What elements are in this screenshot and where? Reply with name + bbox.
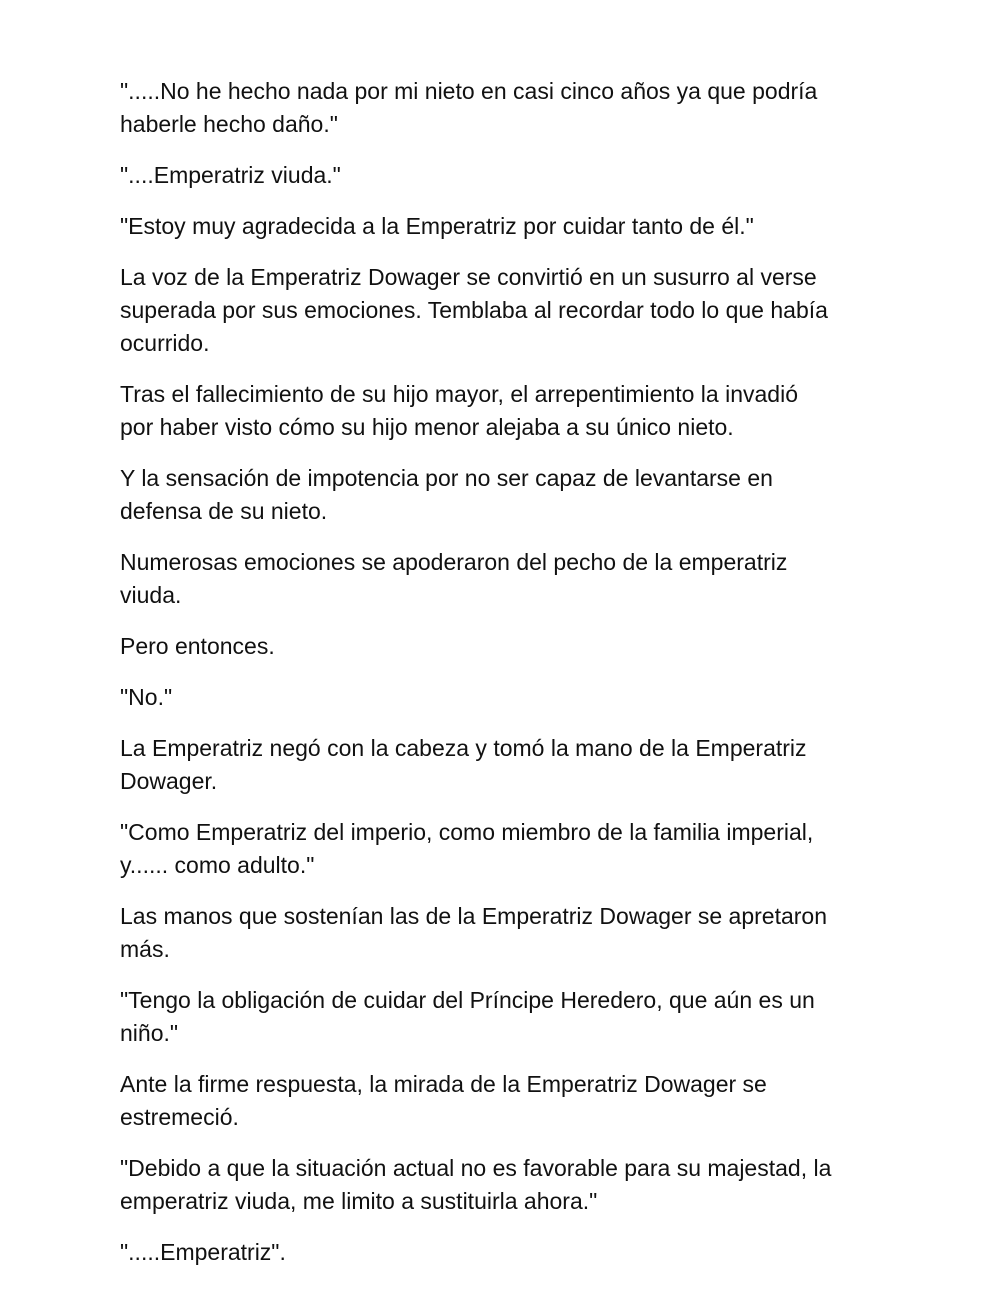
text-line: viuda.	[120, 582, 182, 608]
paragraph	[120, 681, 890, 714]
text-line: La voz de la Emperatriz Dowager se convirtió en un susurro al verse	[120, 264, 817, 290]
paragraph	[120, 1236, 890, 1269]
paragraph	[120, 261, 890, 360]
text-line: haberle hecho daño."	[120, 111, 338, 137]
text-line: La Emperatriz negó con la cabeza y tomó la mano de la Emperatriz	[120, 735, 807, 761]
paragraph	[120, 732, 890, 798]
paragraph	[120, 546, 890, 612]
text-line: ".....No he hecho nada por mi nieto en casi cinco años ya que podría	[120, 78, 818, 104]
text-line: y...... como adulto."	[120, 852, 315, 878]
paragraph	[120, 462, 890, 528]
paragraph	[120, 378, 890, 444]
text-line: Tras el fallecimiento de su hijo mayor, el arrepentimiento la invadió	[120, 381, 798, 407]
text-line: Numerosas emociones se apoderaron del pecho de la emperatriz	[120, 549, 788, 575]
text-line: superada por sus emociones. Temblaba al recordar todo lo que había	[120, 297, 828, 323]
paragraph	[120, 210, 890, 243]
text-line: "Debido a que la situación actual no es favorable para su majestad, la	[120, 1155, 832, 1181]
text-line: Y la sensación de impotencia por no ser capaz de levantarse en	[120, 465, 773, 491]
paragraph	[120, 630, 890, 663]
paragraph	[120, 1152, 890, 1218]
paragraph	[120, 75, 890, 141]
text-line: Pero entonces.	[120, 633, 275, 659]
text-line: "....Emperatriz viuda."	[120, 162, 341, 188]
text-line: Ante la firme respuesta, la mirada de la Emperatriz Dowager se	[120, 1071, 767, 1097]
text-line: Dowager.	[120, 768, 218, 794]
paragraph	[120, 984, 890, 1050]
paragraph	[120, 900, 890, 966]
text-line: más.	[120, 936, 170, 962]
text-line: defensa de su nieto.	[120, 498, 328, 524]
text-line: por haber visto cómo su hijo menor alejaba a su único nieto.	[120, 414, 734, 440]
document-body	[120, 75, 890, 1287]
paragraph	[120, 159, 890, 192]
text-line: niño."	[120, 1020, 179, 1046]
text-line: emperatriz viuda, me limito a sustituirla ahora."	[120, 1188, 598, 1214]
text-line: ".....Emperatriz".	[120, 1239, 286, 1265]
text-line: Las manos que sostenían las de la Emperatriz Dowager se apretaron	[120, 903, 828, 929]
paragraph	[120, 1068, 890, 1134]
text-line: ocurrido.	[120, 330, 210, 356]
paragraph	[120, 816, 890, 882]
text-line: "Estoy muy agradecida a la Emperatriz por cuidar tanto de él."	[120, 213, 754, 239]
text-line: "Tengo la obligación de cuidar del Príncipe Heredero, que aún es un	[120, 987, 815, 1013]
text-line: "No."	[120, 684, 173, 710]
text-line: "Como Emperatriz del imperio, como miembro de la familia imperial,	[120, 819, 814, 845]
text-line: estremeció.	[120, 1104, 239, 1130]
